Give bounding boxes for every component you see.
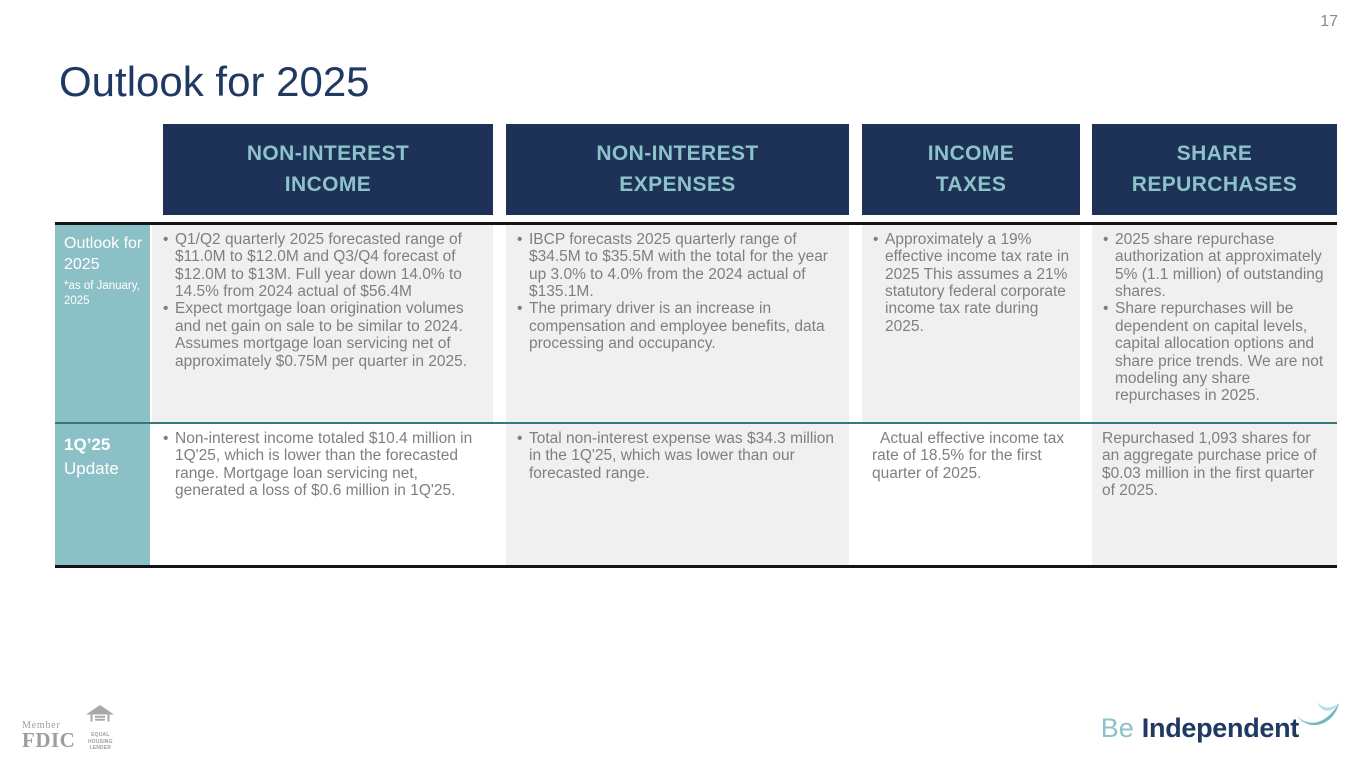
page-number: 17	[1320, 13, 1338, 30]
equal-housing-lender-logo	[82, 705, 118, 751]
column-header-income-taxes	[862, 124, 1080, 215]
bullet-item: • Q1/Q2 quarterly 2025 forecasted range of $11.0M to $12.0M and Q3/Q4 forecast of $12.0M to $13M. Full year down 14.0% to 14.5% from 2024 actual of $56.4M	[162, 231, 485, 300]
cell-text: Actual effective income tax rate of 18.5% for the first quarter of 2025.	[872, 430, 1065, 482]
fdic-label: FDIC	[22, 728, 76, 753]
brand-be-label: Be	[1100, 713, 1134, 743]
column-header-line: INCOME	[927, 142, 1015, 166]
cell-outlook-non-interest-income	[152, 225, 493, 422]
column-header-line: TAXES	[935, 172, 1007, 196]
bullet-item: • Approximately a 19% effective income tax rate in 2025 This assumes a 21% statutory federal corporate income tax rate during 2025.	[872, 231, 1072, 335]
row-header-spacer	[55, 124, 150, 215]
bullet-item: • Share repurchases will be dependent on capital levels, capital allocation options and share price trends. We are not modeling any share repurchases in 2025.	[1102, 300, 1329, 404]
brand-independent-label: Independent	[1141, 713, 1299, 743]
bullet-list	[872, 231, 1072, 335]
bullet-item: • Expect mortgage loan origination volumes and net gain on sale to be similar to 2024. Assumes mortgage loan servicing net of approximately $0.75M per quarter in 2025.	[162, 300, 485, 369]
column-header-line: EXPENSES	[619, 172, 736, 196]
cell-1q25-non-interest-income	[152, 424, 493, 565]
row-header-title: 1Q’25	[64, 435, 111, 454]
table-row-outlook-2025	[55, 225, 1337, 422]
bullet-list	[1102, 231, 1329, 405]
column-header-non-interest-expenses	[506, 124, 849, 215]
cell-outlook-share-repurchases	[1092, 225, 1337, 422]
outlook-table	[55, 124, 1337, 568]
row-header-title: Outlook for 2025	[64, 235, 143, 273]
brand-logo	[1101, 710, 1341, 747]
equal-housing-label-line1: EQUAL HOUSING	[87, 732, 113, 745]
row-header-outlook-2025	[55, 225, 150, 422]
table-row-1q25-update	[55, 424, 1337, 565]
bullet-list	[162, 231, 485, 370]
member-label: Member	[22, 720, 61, 732]
bullet-list	[162, 430, 485, 499]
table-bottom-rule	[55, 565, 1337, 568]
cell-outlook-non-interest-expenses	[506, 225, 849, 422]
bullet-item: • The primary driver is an increase in compensation and employee benefits, data processing and occupancy.	[516, 300, 841, 352]
column-header-line: NON-INTEREST	[246, 142, 410, 166]
bullet-list	[516, 430, 841, 482]
page-title: Outlook for 2025	[59, 58, 370, 105]
bird-swoosh-icon	[1295, 701, 1341, 738]
row-header-note: *as of January, 2025	[64, 279, 140, 307]
column-header-line: REPURCHASES	[1131, 172, 1298, 196]
row-header-1q25-update	[55, 424, 150, 565]
column-header-share-repurchases	[1092, 124, 1337, 215]
column-header-non-interest-income	[163, 124, 493, 215]
column-header-line: SHARE	[1176, 142, 1253, 166]
column-header-line: INCOME	[284, 172, 372, 196]
bullet-item: • Total non-interest expense was $34.3 million in the 1Q'25, which was lower than our forecasted range.	[516, 430, 841, 482]
equal-housing-label-line2: LENDER	[89, 744, 112, 751]
table-header-row	[55, 124, 1337, 215]
cell-outlook-income-taxes	[862, 225, 1080, 422]
cell-1q25-share-repurchases	[1092, 424, 1337, 565]
bullet-item: • 2025 share repurchase authorization at approximately 5% (1.1 million) of outstanding shares.	[1102, 231, 1329, 300]
cell-text: Repurchased 1,093 shares for an aggregate purchase price of $0.03 million in the first quarter of 2025.	[1102, 430, 1317, 500]
cell-1q25-income-taxes	[862, 424, 1080, 565]
bullet-item: • IBCP forecasts 2025 quarterly range of $34.5M to $35.5M with the total for the year up 3.0% to 4.0% from the 2024 actual of $135.1M.	[516, 231, 841, 300]
bullet-list	[516, 231, 841, 353]
column-header-line: NON-INTEREST	[596, 142, 759, 166]
bullet-item: • Non-interest income totaled $10.4 million in 1Q'25, which is lower than the forecasted range. Mortgage loan servicing net, generated a loss of $0.6 million in 1Q'25.	[162, 430, 485, 499]
cell-1q25-non-interest-expenses	[506, 424, 849, 565]
member-fdic-logo	[22, 720, 75, 751]
fdic-logo-block	[22, 705, 118, 751]
row-header-subtitle: Update	[64, 458, 119, 478]
equal-housing-lender-icon	[86, 705, 114, 732]
